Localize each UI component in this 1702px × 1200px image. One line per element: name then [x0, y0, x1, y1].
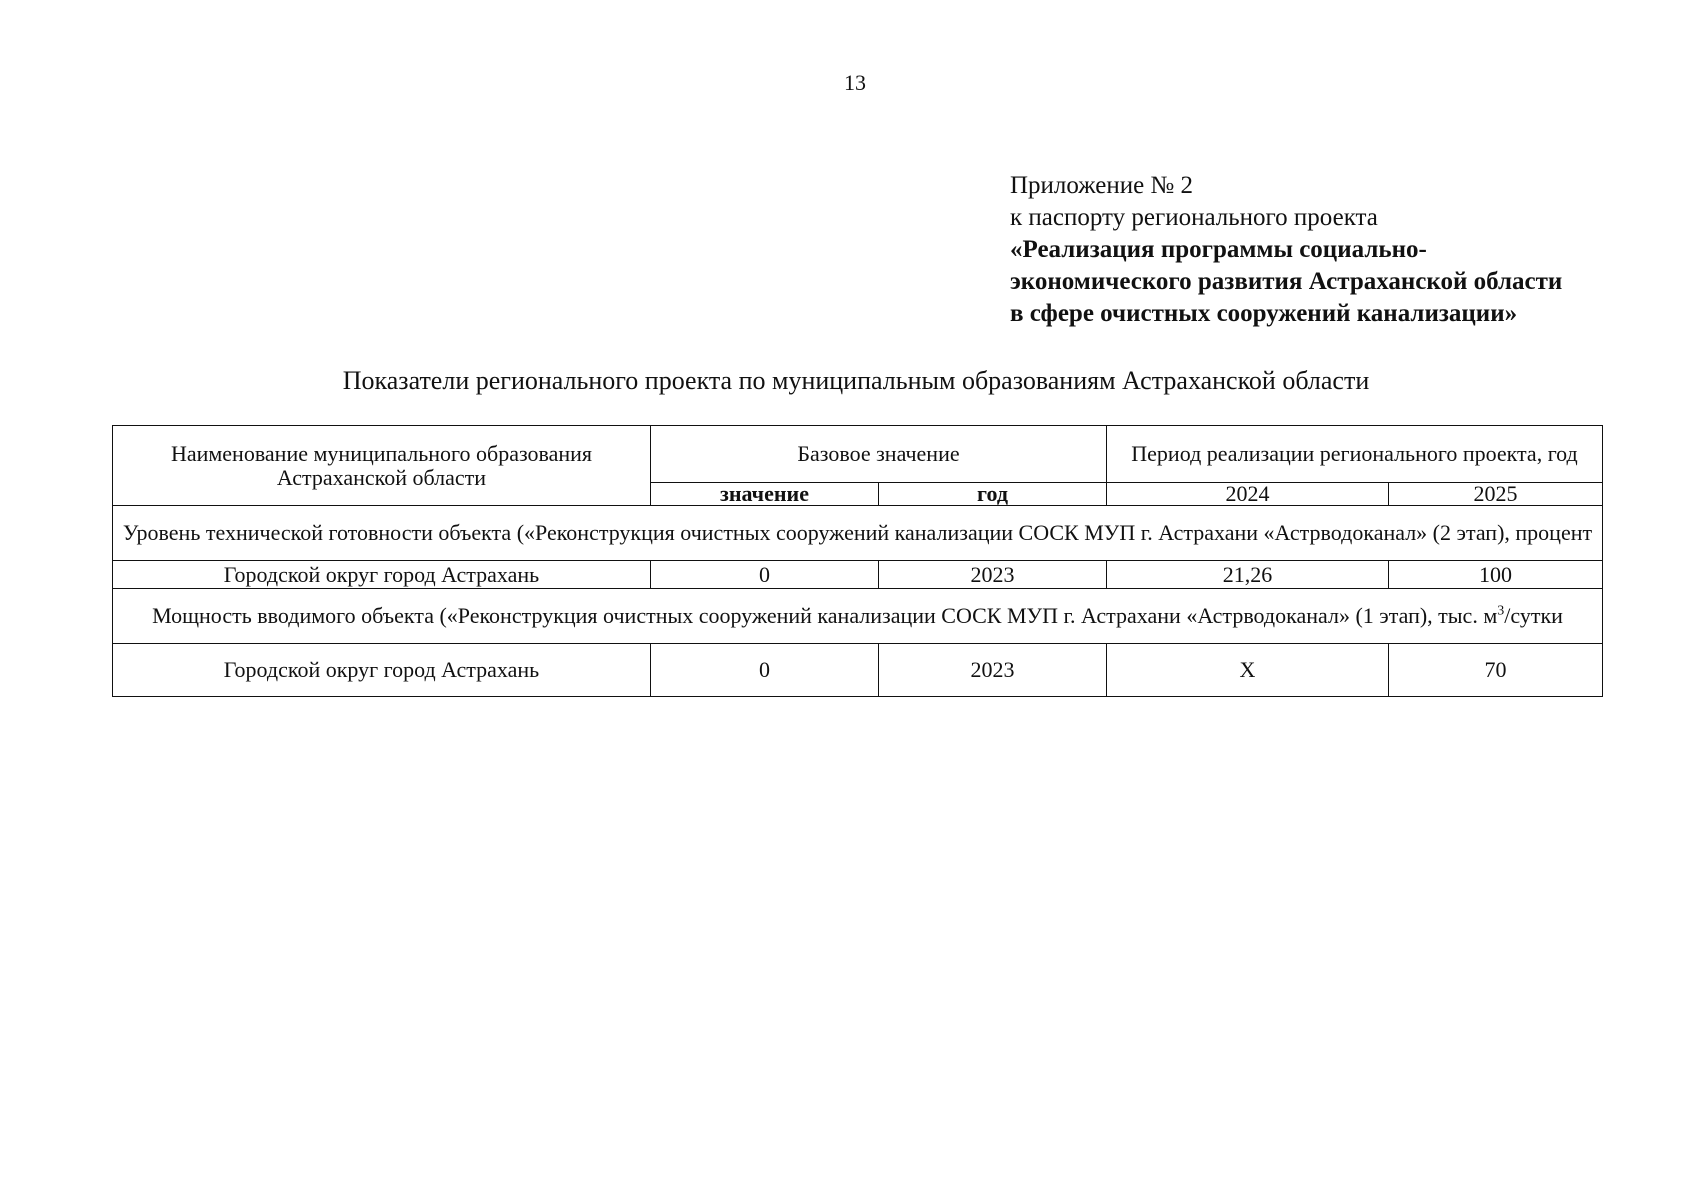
row-1-2024: 21,26 — [1107, 561, 1389, 589]
section-title-2-unit: /сутки — [1504, 603, 1563, 628]
row-2-name: Городской округ город Астрахань — [113, 644, 651, 697]
section-title-2-sup: 3 — [1497, 603, 1505, 619]
header-value: значение — [651, 483, 879, 506]
row-1-name: Городской округ город Астрахань — [113, 561, 651, 589]
header-2025: 2025 — [1389, 483, 1603, 506]
appendix-title: Приложение № 2 — [1010, 172, 1194, 199]
row-2-value: 0 — [651, 644, 879, 697]
row-1-value: 0 — [651, 561, 879, 589]
header-name: Наименование муниципального образования Астраханской области — [113, 426, 651, 506]
appendix-block — [1010, 170, 1660, 330]
table-row — [113, 561, 1603, 589]
section-row-2 — [113, 589, 1603, 644]
appendix-line-2: к паспорту регионального проекта — [1010, 204, 1378, 231]
header-base: Базовое значение — [651, 426, 1107, 483]
appendix-line-4: экономического развития Астраханской области — [1010, 268, 1563, 295]
row-2-year: 2023 — [879, 644, 1107, 697]
row-1-year: 2023 — [879, 561, 1107, 589]
appendix-line-3: «Реализация программы социально- — [1010, 236, 1427, 263]
table-title: Показатели регионального проекта по муниципальным образованиям Астраханской области — [342, 366, 1370, 395]
page-number: 13 — [844, 70, 866, 95]
table-row — [113, 644, 1603, 697]
section-title-1: Уровень технической готовности объекта («Реконструкция очистных сооружений канализации СОСК МУП г. Астрахани «Астрводоканал» (2 этап), процент — [113, 506, 1603, 561]
header-2024: 2024 — [1107, 483, 1389, 506]
header-year: год — [879, 483, 1107, 506]
row-1-2025: 100 — [1389, 561, 1603, 589]
row-2-2025: 70 — [1389, 644, 1603, 697]
header-row-1 — [113, 426, 1603, 483]
row-2-2024: X — [1107, 644, 1389, 697]
appendix-line-5: в сфере очистных сооружений канализации» — [1010, 300, 1518, 327]
section-row-1 — [113, 506, 1603, 561]
section-title-2-text: Мощность вводимого объекта («Реконструкция очистных сооружений канализации СОСК МУП г. Астрахани «Астрводоканал» (1 этап), тыс. м — [152, 603, 1498, 628]
header-period: Период реализации регионального проекта, год — [1107, 426, 1603, 483]
section-title-2 — [113, 589, 1603, 644]
indicators-table — [112, 425, 1603, 697]
